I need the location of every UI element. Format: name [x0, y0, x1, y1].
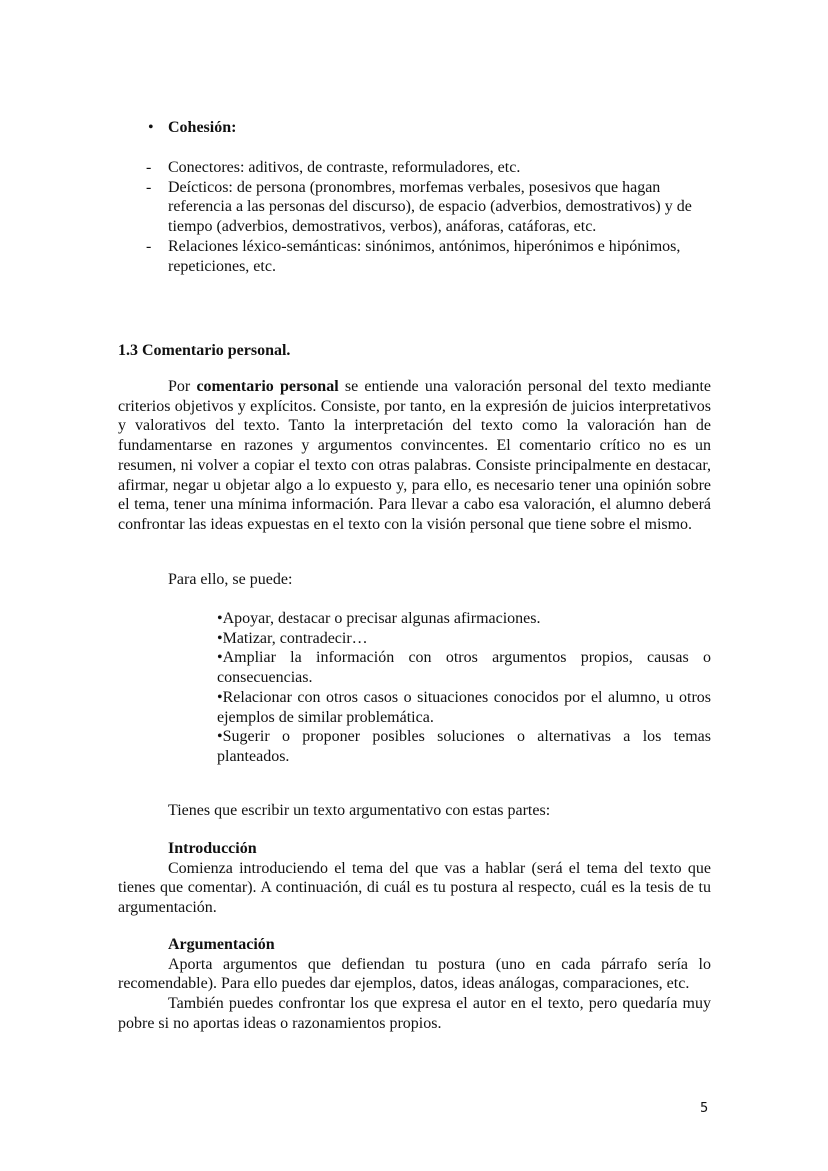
list-item: - Deícticos: de persona (pronombres, morfemas verbales, posesivos que hagan referencia a las personas del discurso), de espacio (adverbios, demostrativos) y de tiempo (adverbios, demostrativos, verbos), anáforas, catáforas, etc. [146, 178, 692, 236]
bullet-icon: • [148, 119, 154, 136]
list-item: •Apoyar, destacar o precisar algunas afirmaciones. [217, 610, 541, 627]
argumentation-text-2: También puedes confrontar los que expresa el autor en el texto, pero quedaría muy pobre si no aportas ideas o razonamientos propios. [118, 995, 711, 1032]
list-item: •Sugerir o proponer posibles soluciones o alternativas a los temas planteados. [217, 728, 711, 765]
introduction-section [118, 839, 711, 918]
introduction-text: Comienza introduciendo el tema del que vas a hablar (será el tema del texto que tienes que comentar). A continuación, di cuál es tu postura al respecto, cuál es la tesis de tu argumentación. [118, 859, 711, 917]
cohesion-list [146, 158, 711, 276]
list-item: - Conectores: aditivos, de contraste, reformuladores, etc. [146, 159, 521, 176]
list-item: •Relacionar con otros casos o situaciones conocidos por el alumno, u otros ejemplos de similar problemática. [217, 688, 711, 726]
paragraph-parts: Tienes que escribir un texto argumentativo con estas partes: [168, 802, 551, 819]
section-heading: 1.3 Comentario personal. [118, 342, 291, 359]
list-item: - Relaciones léxico-semánticas: sinónimos, antónimos, hiperónimos e hipónimos, repeticiones, etc. [146, 237, 681, 275]
list-item: •Ampliar la información con otros argumentos propios, causas o consecuencias. [217, 649, 711, 687]
list-item: •Matizar, contradecir… [217, 629, 368, 647]
options-list [217, 609, 711, 767]
argumentation-title: Argumentación [168, 936, 275, 953]
cohesion-heading: • Cohesión: [148, 119, 237, 136]
page-number: 5 [700, 1101, 709, 1116]
argumentation-text: Aporta argumentos que defiendan tu postura (uno en cada párrafo sería lo recomendable). Para ello puedes dar ejemplos, datos, ideas análogas, comparaciones, etc. [118, 955, 711, 993]
introduction-title: Introducción [168, 840, 257, 857]
paragraph-para-ello: Para ello, se puede: [168, 571, 293, 588]
paragraph-definition: Por comentario personal se entiende una valoración personal del texto mediante criterios objetivos y explícitos. Consiste, por tanto, en la expresión de juicios interpretativos y valorativos del texto. Tanto la interpretación del texto como la valoración han de fundamentarse en razones y argumentos convincentes. El comentario crítico no es un resumen, ni volver a copiar el texto con otras palabras. Consiste principalmente en destacar, afirmar, negar u objetar algo a lo expuesto y, para ello, es necesario tener una opinión sobre el tema, tener una mínima información. Para llevar a cabo esa valoración, el alumno deberá confrontar las ideas expuestas en el texto con la visión personal que tiene sobre el mismo. [118, 378, 711, 533]
argumentation-section [118, 935, 711, 1034]
